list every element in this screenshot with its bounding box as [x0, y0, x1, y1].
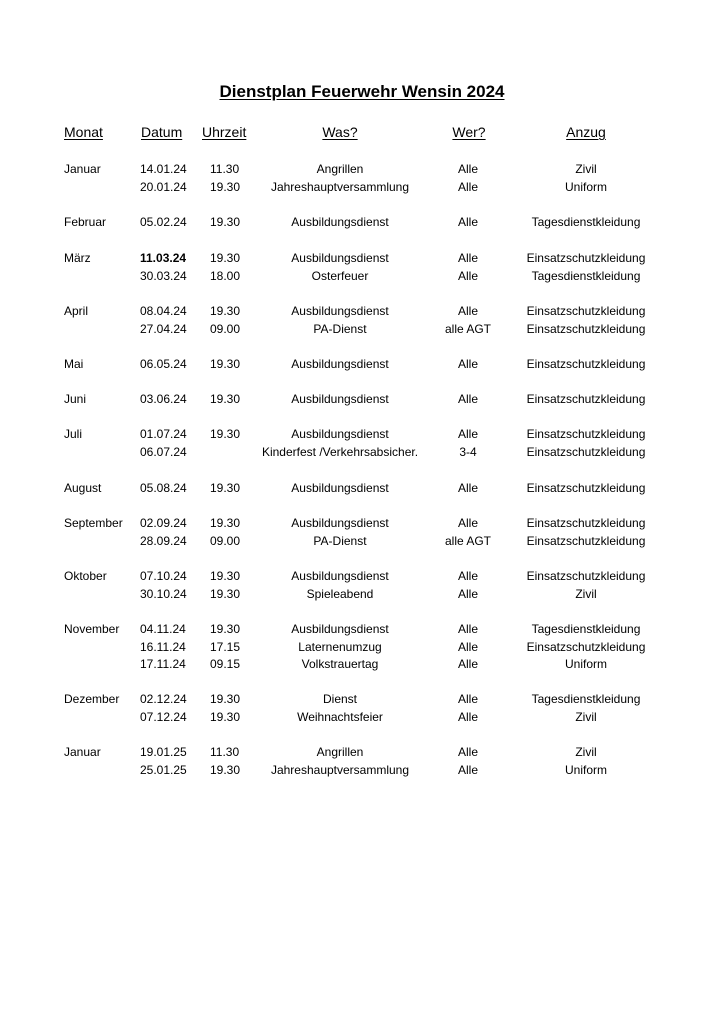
page-title: Dienstplan Feuerwehr Wensin 2024 — [219, 82, 505, 101]
cell-datum: 19.01.25 — [140, 745, 187, 759]
cell-uhrzeit: 09.00 — [210, 533, 241, 548]
cell-was: Ausbildungsdienst — [291, 481, 389, 495]
cell-was: Kinderfest /Verkehrsabsicher. — [261, 444, 419, 459]
cell-monat: April — [64, 304, 89, 318]
cell-was: Dienst — [322, 692, 358, 706]
cell-was: Jahreshauptversammlung — [270, 179, 410, 194]
cell-anzug: Einsatzschutzkleidung — [526, 251, 646, 265]
cell-anzug: Zivil — [575, 162, 597, 176]
table-row — [0, 480, 724, 498]
cell-datum: 08.04.24 — [140, 304, 187, 318]
cell-monat: Dezember — [64, 692, 120, 706]
cell-wer: Alle — [457, 304, 479, 318]
cell-monat: Juni — [64, 392, 87, 406]
cell-uhrzeit: 11.30 — [210, 162, 240, 176]
cell-was: Angrillen — [316, 162, 364, 176]
cell-was: PA-Dienst — [313, 321, 367, 336]
cell-uhrzeit: 19.30 — [210, 481, 241, 495]
cell-wer: Alle — [457, 639, 479, 654]
cell-uhrzeit: 19.30 — [210, 427, 241, 441]
cell-datum: 30.03.24 — [140, 268, 187, 283]
cell-uhrzeit: 19.30 — [210, 622, 241, 636]
table-row — [0, 568, 724, 586]
cell-datum: 28.09.24 — [140, 533, 187, 548]
month-group — [0, 161, 724, 196]
month-group — [0, 480, 724, 498]
table-row — [0, 179, 724, 197]
table-row — [0, 250, 724, 268]
cell-wer: Alle — [457, 692, 479, 706]
cell-anzug: Zivil — [575, 745, 597, 759]
cell-monat: Februar — [64, 215, 107, 229]
table-row — [0, 303, 724, 321]
cell-was: Laternenumzug — [298, 639, 382, 654]
cell-wer: Alle — [457, 179, 479, 194]
cell-wer: Alle — [457, 357, 479, 371]
cell-anzug: Einsatzschutzkleidung — [526, 569, 646, 583]
cell-anzug: Einsatzschutzkleidung — [526, 427, 646, 441]
cell-datum: 03.06.24 — [140, 392, 187, 406]
header-was: Was? — [322, 124, 358, 140]
cell-monat: Mai — [64, 357, 84, 371]
cell-anzug: Tagesdienstkleidung — [531, 215, 641, 229]
cell-anzug: Einsatzschutzkleidung — [526, 481, 646, 495]
cell-uhrzeit: 19.30 — [210, 179, 241, 194]
table-row — [0, 214, 724, 232]
table-row — [0, 586, 724, 604]
cell-wer: Alle — [457, 709, 479, 724]
cell-datum: 11.03.24 — [140, 251, 187, 265]
cell-anzug: Einsatzschutzkleidung — [526, 444, 646, 459]
cell-anzug: Tagesdienstkleidung — [531, 692, 641, 706]
table-row — [0, 709, 724, 727]
cell-datum: 27.04.24 — [140, 321, 187, 336]
cell-datum: 05.08.24 — [140, 481, 187, 495]
cell-uhrzeit: 11.30 — [210, 745, 240, 759]
cell-datum: 17.11.24 — [140, 657, 186, 671]
cell-was: Ausbildungsdienst — [291, 569, 389, 583]
cell-monat: August — [64, 481, 102, 495]
table-row — [0, 639, 724, 657]
cell-uhrzeit: 19.30 — [210, 692, 241, 706]
cell-was: Angrillen — [316, 745, 364, 759]
cell-wer: Alle — [457, 586, 479, 601]
cell-anzug: Einsatzschutzkleidung — [526, 392, 646, 406]
cell-monat: November — [64, 622, 120, 636]
cell-uhrzeit: 19.30 — [210, 709, 241, 724]
table-row — [0, 533, 724, 551]
month-group — [0, 214, 724, 232]
cell-datum: 02.09.24 — [140, 516, 187, 530]
cell-wer: Alle — [457, 427, 479, 441]
month-group — [0, 691, 724, 726]
header-monat: Monat — [64, 124, 103, 140]
cell-wer: Alle — [457, 622, 479, 636]
cell-uhrzeit: 19.30 — [210, 392, 241, 406]
cell-anzug: Einsatzschutzkleidung — [526, 357, 646, 371]
cell-wer: alle AGT — [444, 321, 492, 336]
cell-monat: Juli — [64, 427, 83, 441]
cell-uhrzeit: 17.15 — [210, 639, 241, 654]
cell-was: Ausbildungsdienst — [291, 622, 389, 636]
cell-anzug: Zivil — [575, 586, 597, 601]
cell-monat: September — [64, 516, 123, 530]
cell-was: Ausbildungsdienst — [291, 427, 389, 441]
table-row — [0, 656, 724, 674]
month-group — [0, 568, 724, 603]
month-group — [0, 621, 724, 674]
cell-datum: 07.12.24 — [140, 709, 187, 724]
header-wer: Wer? — [452, 124, 486, 140]
table-row — [0, 744, 724, 762]
cell-wer: Alle — [457, 481, 479, 495]
cell-monat: Januar — [64, 162, 101, 176]
month-group — [0, 391, 724, 409]
cell-uhrzeit: 09.15 — [210, 657, 241, 671]
cell-wer: 3-4 — [459, 444, 477, 459]
cell-uhrzeit: 18.00 — [210, 268, 241, 283]
cell-wer: Alle — [457, 745, 479, 759]
cell-was: Ausbildungsdienst — [291, 516, 389, 530]
cell-was: Volkstrauertag — [301, 657, 379, 671]
cell-wer: Alle — [457, 268, 479, 283]
cell-anzug: Tagesdienstkleidung — [531, 268, 641, 283]
table-row — [0, 356, 724, 374]
cell-uhrzeit: 19.30 — [210, 586, 241, 601]
cell-datum: 05.02.24 — [140, 215, 187, 229]
table-row — [0, 391, 724, 409]
table-header — [0, 124, 724, 142]
cell-was: PA-Dienst — [313, 533, 367, 548]
cell-wer: Alle — [457, 762, 479, 777]
cell-was: Ausbildungsdienst — [291, 357, 389, 371]
cell-datum: 25.01.25 — [140, 762, 187, 777]
cell-uhrzeit: 19.30 — [210, 215, 241, 229]
header-uhrzeit: Uhrzeit — [202, 124, 247, 140]
cell-wer: Alle — [457, 251, 479, 265]
cell-datum: 30.10.24 — [140, 586, 187, 601]
cell-datum: 14.01.24 — [140, 162, 187, 176]
cell-anzug: Tagesdienstkleidung — [531, 622, 641, 636]
cell-wer: Alle — [457, 215, 479, 229]
cell-wer: Alle — [457, 657, 479, 671]
cell-anzug: Einsatzschutzkleidung — [526, 639, 646, 654]
cell-datum: 07.10.24 — [140, 569, 187, 583]
cell-anzug: Uniform — [564, 657, 608, 671]
month-group — [0, 744, 724, 779]
cell-was: Spieleabend — [306, 586, 374, 601]
cell-datum: 20.01.24 — [140, 179, 187, 194]
table-row — [0, 268, 724, 286]
cell-was: Jahreshauptversammlung — [270, 762, 410, 777]
table-row — [0, 515, 724, 533]
cell-anzug: Einsatzschutzkleidung — [526, 304, 646, 318]
table-row — [0, 691, 724, 709]
table-row — [0, 426, 724, 444]
cell-was: Ausbildungsdienst — [291, 215, 389, 229]
cell-anzug: Uniform — [564, 762, 608, 777]
cell-uhrzeit: 19.30 — [210, 251, 241, 265]
month-group — [0, 250, 724, 285]
cell-wer: Alle — [457, 516, 479, 530]
cell-monat: Januar — [64, 745, 101, 759]
cell-anzug: Einsatzschutzkleidung — [526, 516, 646, 530]
cell-anzug: Einsatzschutzkleidung — [526, 321, 646, 336]
cell-uhrzeit: 19.30 — [210, 762, 241, 777]
month-group — [0, 303, 724, 338]
month-group — [0, 426, 724, 461]
cell-datum: 02.12.24 — [140, 692, 187, 706]
cell-anzug: Zivil — [575, 709, 597, 724]
cell-was: Ausbildungsdienst — [291, 392, 389, 406]
cell-uhrzeit: 19.30 — [210, 569, 241, 583]
month-group — [0, 356, 724, 374]
cell-wer: Alle — [457, 392, 479, 406]
cell-uhrzeit: 19.30 — [210, 516, 241, 530]
cell-was: Osterfeuer — [311, 268, 369, 283]
cell-anzug: Einsatzschutzkleidung — [526, 533, 646, 548]
cell-was: Ausbildungsdienst — [291, 251, 389, 265]
cell-wer: alle AGT — [444, 533, 492, 548]
cell-wer: Alle — [457, 569, 479, 583]
cell-anzug: Uniform — [564, 179, 608, 194]
table-row — [0, 161, 724, 179]
cell-datum: 06.05.24 — [140, 357, 187, 371]
header-anzug: Anzug — [566, 124, 606, 140]
cell-datum: 16.11.24 — [140, 639, 186, 654]
cell-uhrzeit: 19.30 — [210, 304, 241, 318]
cell-monat: Oktober — [64, 569, 107, 583]
cell-monat: März — [64, 251, 91, 265]
month-group — [0, 515, 724, 550]
table-row — [0, 762, 724, 780]
header-datum: Datum — [141, 124, 183, 140]
cell-was: Weihnachtsfeier — [297, 709, 383, 724]
cell-datum: 04.11.24 — [140, 622, 186, 636]
cell-datum: 06.07.24 — [140, 444, 187, 459]
table-row — [0, 321, 724, 339]
cell-datum: 01.07.24 — [140, 427, 187, 441]
table-row — [0, 621, 724, 639]
cell-uhrzeit: 19.30 — [210, 357, 241, 371]
cell-uhrzeit: 09.00 — [210, 321, 241, 336]
cell-wer: Alle — [457, 162, 479, 176]
cell-was: Ausbildungsdienst — [291, 304, 389, 318]
table-row — [0, 444, 724, 462]
